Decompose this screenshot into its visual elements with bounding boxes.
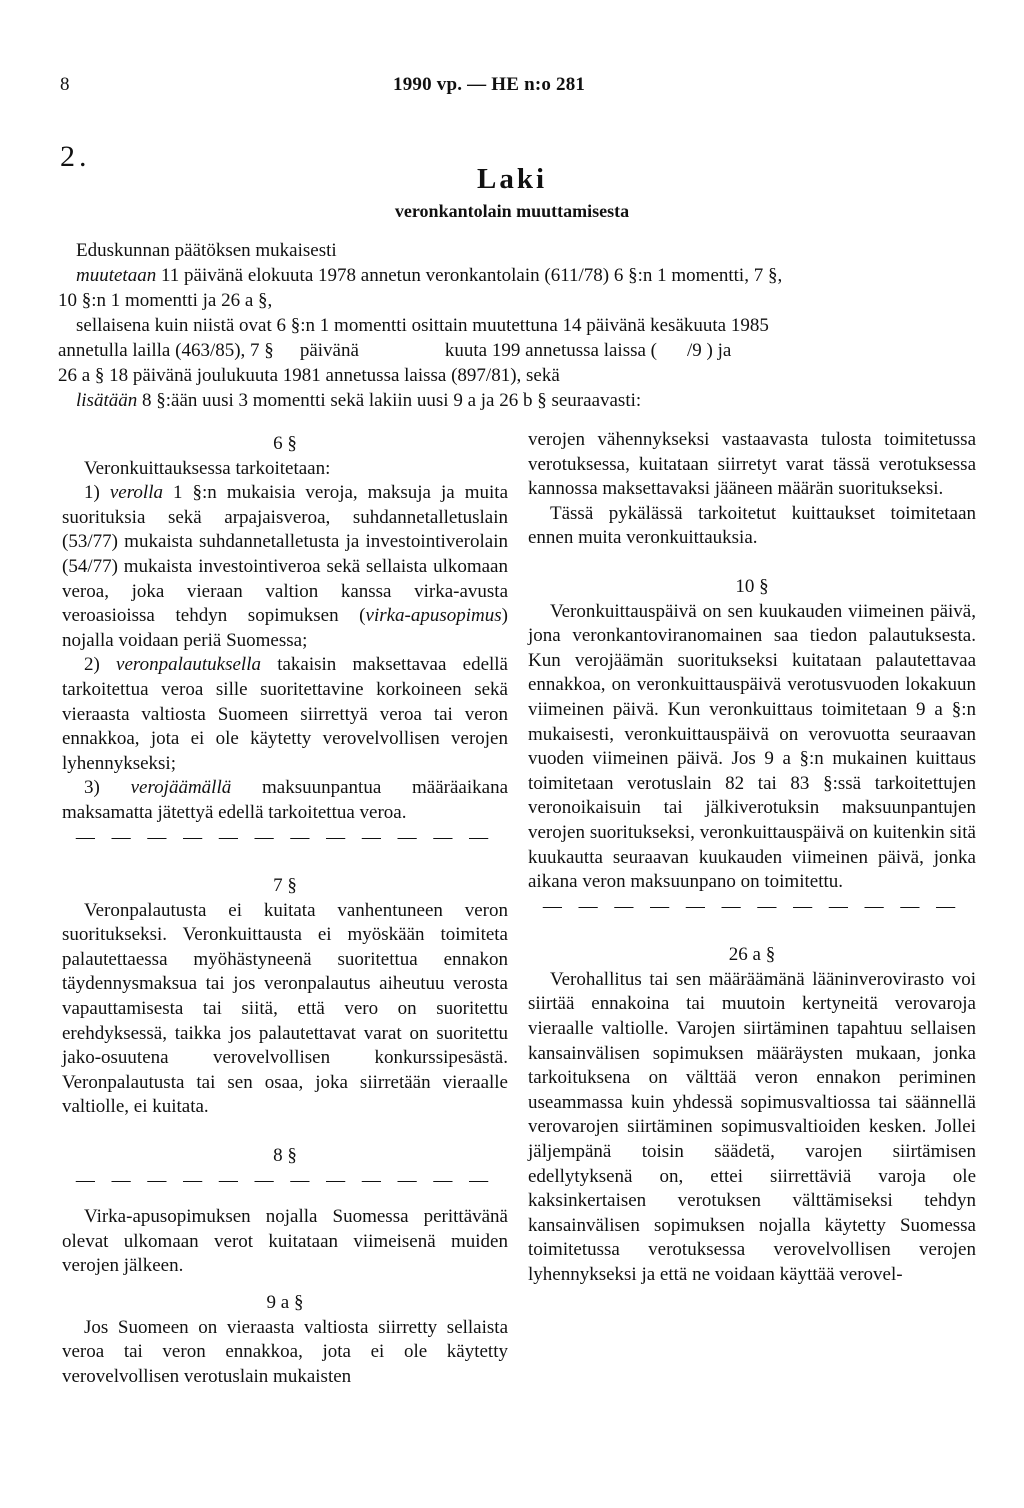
preamble-text: annetulla lailla (463/85), 7 § <box>58 340 274 361</box>
preamble-keyword: lisätään <box>76 390 138 411</box>
defined-term: verolla <box>109 482 163 504</box>
item-marker: 3) <box>84 777 131 799</box>
preamble-text: 11 päivänä elokuuta 1978 annetun veronkantolain (611/78) 6 §:n 1 momentti, 7 §, <box>156 265 783 286</box>
section-7-text: Veronpalautusta ei kuitata vanhentuneen veron suoritukseksi. Veronkuittausta ei myöskään toimiteta palautettaessa myöhästyneenä suoritettua ennakon täydennysmaksua tai jos veronpalautus aiheutuu verosta vapauttamisesta tai siitä, että vero on suoritettu erehdyksessä, taikka jos palautettavat varat on suoritettu jako-osuutena verovelvollisen konkurssipesästä. Veronpalautusta tai sen osaa, joka siirretään vieraalle valtiolle, ei kuitata. <box>62 899 508 1118</box>
section-26a-text: Verohallitus tai sen määräämänä lääninverovirasto voi siirtää ennakoina tai muutoin kertyneitä verovaroja vieraalle valtiolle. Varojen siirtäminen tapahtuu sellaisen kansainvälisen sopimuksen määräysten mukaan, jonka tarkoituksena on välttää veron ennakon periminen useammassa kuin yhdessä sopimusvaltiossa tai säännellä verovarojen siirtäminen sopimusvaltioiden kesken. Jollei jäljempänä toisin säädetä, varojen siirtämisen edellytyksenä on, ettei siirrettäviä varoja ole kaksinkertaisen verotuksen välttämiseksi tehdyn kansainvälisen sopimuksen nojalla käytetty Suomessa toimitetussa verotuksessa verovelvollisen verojen lyhennykseksi ja että ne voidaan käyttää verovel- <box>528 968 976 1285</box>
section-9a-text: Jos Suomeen on vieraasta valtiosta siirretty sellaista veroa tai veron ennakkoa, jota ei ole käytetty verovelvollisen verotuslain mukaisten <box>62 1316 508 1387</box>
preamble-text: päivänä <box>299 340 359 361</box>
section-heading-8: 8 § <box>273 1145 297 1167</box>
preamble-line: 26 a § 18 päivänä joulukuuta 1981 annetussa laissa (897/81), sekä <box>58 365 560 386</box>
section-6-item-2 <box>62 653 508 776</box>
section-9a-paragraph-2: Tässä pykälässä tarkoitetut kuittaukset toimitetaan ennen muita veronkuittauksia. <box>528 502 976 549</box>
defined-term: veronpalautuksella <box>116 654 261 676</box>
section-heading-26a: 26 a § <box>728 944 776 966</box>
item-text: maksuunpantua määräaikana maksamatta jätettyä edellä tarkoitettua veroa. <box>62 777 509 823</box>
item-text: takaisin maksettavaa edellä tarkoitettua veroa sille suoritettavine korkoineen sekä vieraasta valtiosta Suomeen siirrettyä veroa tai veron ennakkoa, jota ei ole käytetty verovelvollisen verojen lyhennykseksi; <box>62 654 508 774</box>
preamble-line <box>58 338 988 363</box>
preamble-line: sellaisena kuin niistä ovat 6 §:n 1 momentti osittain muutettuna 14 päivänä kesäkuuta 1985 <box>76 315 769 336</box>
item-number: 2. <box>60 140 91 173</box>
preamble-line: Eduskunnan päätöksen mukaisesti <box>76 240 337 261</box>
section-heading-10: 10 § <box>735 575 769 597</box>
defined-term: verojäämällä <box>130 777 232 799</box>
item-marker: 2) <box>84 654 117 676</box>
item-text: 1 §:n mukaisia veroja, maksuja ja muita suorituksia sekä arpajaisveroa, suhdannetalletuslain (53/77) mukaista suhdannetalletusta ja investointiverolain (54/77) mukaista investointiveroa sekä sellaista ulkomaan veroa, joka vieraan valtion kanssa virka-avusta veroasioissa tehdyn sopimuksen ( <box>62 482 509 627</box>
right-column <box>528 428 976 1288</box>
section-6-intro: Veronkuittauksessa tarkoitetaan: <box>84 457 331 479</box>
defined-term: virka-apusopimus <box>365 605 502 627</box>
section-10-text: Veronkuittauspäivä on sen kuukauden viimeinen päivä, jona veronkantoviranomainen saa tiedon palautuksesta. Kun verojäämän suoritukseksi kuitataan palautettavaa ennakkoa, on veronkuittauspäivä verotusvuoden lokakuun viimeinen päivä. Kun veronkuittaus toimitetaan 9 a §:n mukaisesti, veronkuittauspäivä on verovuotta seuraavan vuoden viimeinen päivä. Jos 9 a §:n mukainen kuittaus toimitetaan verotuslain 82 tai 83 §:ssä tarkoitettujen veronoikaisuin tai jälkiverotuksin maksuunpantujen verojen suoritukseksi, veronkuittauspäivä on kuitenkin sitä kuukautta seuraavan kuukauden viimeinen päivä, jonka aikana veron maksuunpano on toimitettu. <box>528 600 976 893</box>
law-title: Laki <box>476 163 548 195</box>
section-heading-7: 7 § <box>273 875 297 897</box>
preamble-line <box>58 388 988 413</box>
preamble <box>58 238 988 413</box>
section-6-item-1 <box>62 481 508 653</box>
omission-mark: — — — — — — — — — — — — <box>75 1169 495 1191</box>
running-head: 1990 vp. — HE n:o 281 <box>393 74 586 95</box>
omission-mark: — — — — — — — — — — — — <box>75 826 495 848</box>
preamble-line <box>58 263 988 288</box>
section-9a-continuation: verojen vähennykseksi vastaavasta tulosta toimitetussa verotuksessa, kuitataan siirretyt varat tässä verotuksessa kannossa maksettavaksi jääneen määrän suoritukseksi. <box>528 429 976 500</box>
left-column <box>62 432 508 1389</box>
preamble-line: 10 §:n 1 momentti ja 26 a §, <box>58 290 273 311</box>
law-subtitle: veronkantolain muuttamisesta <box>394 201 630 221</box>
preamble-keyword: muutetaan <box>76 265 157 286</box>
section-6-item-3 <box>62 776 508 825</box>
preamble-text: /9 ) ja <box>687 340 732 361</box>
item-text: ) nojalla voidaan periä Suomessa; <box>62 605 508 651</box>
preamble-text: 8 §:ään uusi 3 momentti sekä lakiin uusi 9 a ja 26 b § seuraavasti: <box>137 390 642 411</box>
section-heading-6: 6 § <box>273 433 297 454</box>
item-marker: 1) <box>84 482 110 504</box>
section-heading-9a: 9 a § <box>266 1292 304 1313</box>
omission-mark: — — — — — — — — — — — — <box>542 895 962 917</box>
preamble-text: kuuta 199 annetussa laissa ( <box>444 340 658 361</box>
page-number: 8 <box>60 74 70 95</box>
section-8-text: Virka-apusopimuksen nojalla Suomessa perittävänä olevat ulkomaan verot kuitataan viimeisenä muiden verojen jälkeen. <box>62 1206 508 1277</box>
